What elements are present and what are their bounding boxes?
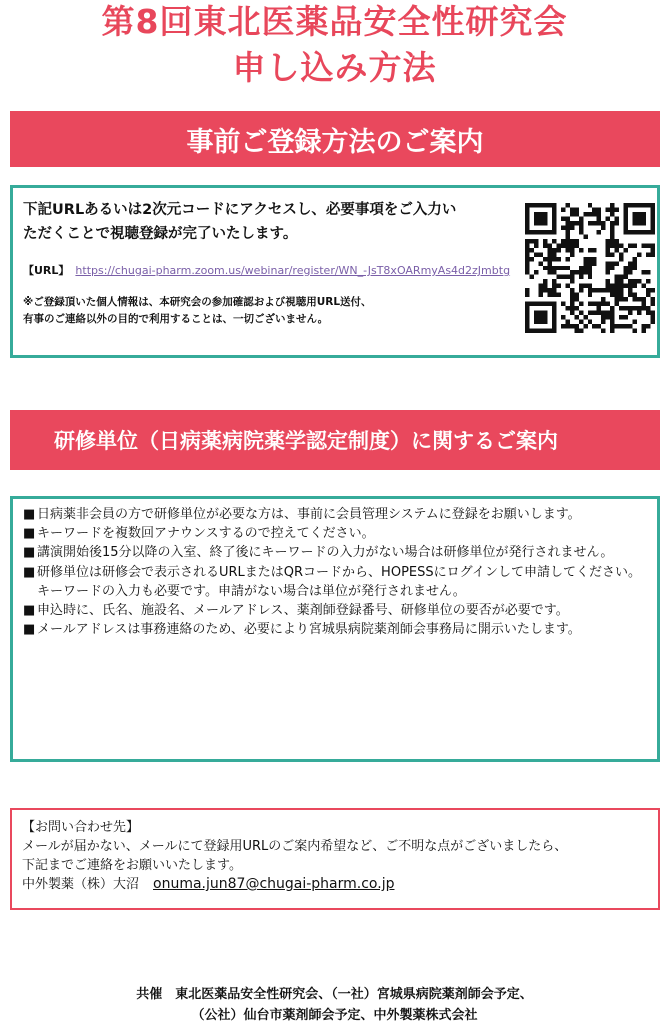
contact-person: 中外製薬（株）大沼	[22, 877, 140, 892]
credits-item	[23, 505, 653, 524]
url-label: 【URL】	[23, 264, 70, 277]
credits-item-text: 申込時に、氏名、施設名、メールアドレス、薬剤師登録番号、研修単位の要否が必要です。	[37, 603, 569, 619]
contact-person-line	[22, 875, 567, 894]
contact-email-link[interactable]: onuma.jun87@chugai-pharm.co.jp	[153, 876, 395, 892]
credits-item	[23, 524, 653, 543]
contact-box	[10, 808, 660, 910]
page-subtitle: 申し込み方法	[232, 48, 437, 87]
credits-box	[10, 496, 660, 762]
registration-url-link[interactable]: https://chugai-pharm.zoom.us/webinar/register/WN_-JsT8xOARmyAs4d2zJmbtg	[75, 264, 511, 277]
bullet-square-icon: ■	[23, 507, 36, 522]
credits-item-text: 研修単位は研修会で表示されるURLまたはQRコードから、HOPESSにログインして申請してください。キーワードの入力も必要です。申請がない場合は単位が発行されません。	[37, 564, 641, 599]
cohost-line1: 共催 東北医薬品安全性研究会、（一社）宮城県病院薬剤師会予定、	[136, 987, 533, 1002]
page-title: 第8回東北医薬品安全性研究会	[101, 2, 568, 41]
contact-line2: 下記までご連絡をお願いいたします。	[22, 858, 242, 873]
url-line	[23, 262, 510, 278]
registration-instructions: 下記URLあるいは2次元コードにアクセスし、必要事項をご入力いただくことで視聴登録が完了いたします。	[23, 202, 457, 242]
registration-box	[10, 185, 660, 358]
credits-banner: 研修単位（日病薬病院薬学認定制度）に関するご案内	[10, 410, 660, 470]
privacy-note-line2: 有事のご連絡以外の目的で利用することは、一切ございません。	[23, 313, 329, 325]
bullet-square-icon: ■	[23, 622, 36, 638]
cohost-line2: （公社）仙台市薬剤師会予定、中外製薬株式会社	[191, 1008, 478, 1023]
credits-item	[23, 563, 653, 601]
credits-item-text: キーワードを複数回アナウンスするので控えてください。	[37, 526, 375, 542]
bullet-square-icon: ■	[23, 526, 36, 542]
credits-item-text: 講演開始後15分以降の入室、終了後にキーワードの入力がない場合は研修単位が発行されません。	[37, 545, 614, 561]
bullet-square-icon: ■	[23, 603, 36, 619]
privacy-note	[23, 294, 372, 328]
credits-list	[23, 505, 653, 639]
privacy-note-line1: ※ご登録頂いた個人情報は、本研究会の参加確認および視聴用URL送付、	[23, 296, 372, 308]
registration-banner: 事前ご登録方法のご案内	[10, 111, 660, 167]
bullet-square-icon: ■	[23, 564, 36, 580]
bullet-square-icon: ■	[23, 545, 36, 561]
credits-item	[23, 543, 653, 562]
credits-item-text: 日病薬非会員の方で研修単位が必要な方は、事前に会員管理システムに登録をお願いします。	[37, 507, 581, 522]
qr-code-icon[interactable]	[525, 203, 655, 333]
contact-line1: メールが届かない、メールにて登録用URLのご案内希望など、ご不明な点がございましたら、	[22, 839, 568, 854]
credits-item	[23, 620, 653, 639]
credits-item	[23, 601, 653, 620]
credits-item-text: メールアドレスは事務連絡のため、必要により宮城県病院薬剤師会事務局に開示いたします。	[37, 622, 581, 638]
contact-header: 【お問い合わせ先】	[22, 820, 140, 835]
contact-info	[22, 818, 567, 894]
